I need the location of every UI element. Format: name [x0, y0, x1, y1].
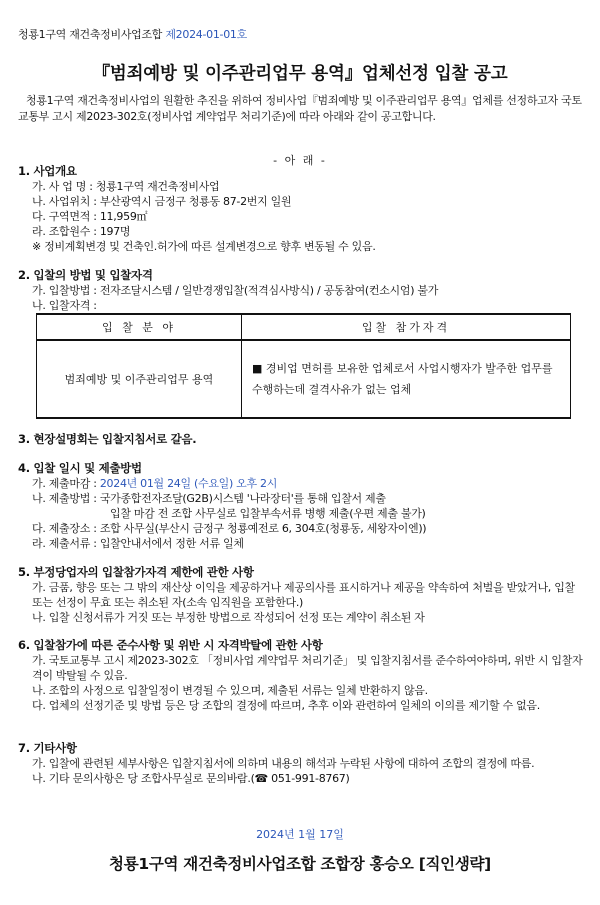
list-item: 가. 입찰에 관련된 세부사항은 입찰지침서에 의하며 내용의 해석과 누락된 사항에 대하여 조합의 결정에 따름.: [32, 757, 535, 770]
deadline-value: 2024년 01월 24일 (수요일) 오후 2시: [99, 477, 278, 490]
section-compliance: [18, 638, 588, 713]
table-row: [37, 340, 571, 418]
list-item: 나. 입찰 신청서류가 거짓 또는 부정한 방법으로 작성되어 선정 또는 계약이 취소된 자: [32, 611, 425, 624]
intro-paragraph: 청룡1구역 재건축정비사업의 원활한 추진을 위하여 정비사업『범죄예방 및 이주관리업무 용역』업체를 선정하고자 국토교통부 고시 제2023-302호(정비사업 계약업무 처리기준)에 따라 아래와 같이 공고합니다.: [18, 94, 582, 123]
section-title: 6. 입찰참가에 따른 준수사항 및 위반 시 자격박탈에 관한 사항: [18, 638, 323, 652]
list-item: 나. 조합의 사정으로 입찰일정이 변경될 수 있으며, 제출된 서류는 일체 반환하지 않음.: [32, 684, 428, 697]
table-header-qualification: 입찰 참가자격: [242, 314, 571, 340]
section-bid-method: [18, 268, 588, 313]
list-item: 가. 국토교통부 고시 제2023-302호 「정비사업 계약업무 처리기준」 및 입찰지침서를 준수하여야하며, 위반 시 입찰자격이 박탈될 수 있음.: [32, 654, 583, 682]
list-item: 다. 제출장소 : 조합 사무실(부산시 금정구 청룡예전로 6, 304호(청룡동, 세왕자이엔)): [32, 522, 427, 535]
notice-date: 2024년 1월 17일: [256, 828, 344, 841]
deadline-label: 가. 제출마감 :: [32, 477, 97, 490]
page-title: 『범죄예방 및 이주관리업무 용역』업체선정 입찰 공고: [92, 64, 508, 84]
bid-qualification-table: [36, 313, 571, 419]
org-name: 청룡1구역 재건축정비사업조합: [18, 28, 163, 41]
section-title: 5. 부정당업자의 입찰참가자격 제한에 관한 사항: [18, 565, 254, 579]
section-site-briefing: [18, 432, 588, 447]
section-bid-schedule: [18, 461, 588, 551]
section-business-overview: [18, 164, 588, 254]
table-cell-field: 범죄예방 및 이주관리업무 용역: [37, 340, 242, 418]
deadline-item: [18, 476, 588, 491]
list-item-continuation: 입찰 마감 전 조합 사무실로 입찰부속서류 병행 제출(우편 제출 불가): [110, 507, 426, 520]
list-item-text: 가. 금품, 향응 또는 그 밖의 재산상 이익을 제공하거나 제공의사를 표시하거나 제공을 약속하여 처벌을 받았거나, 입찰 또는 선정이 무효 또는 취소된 자(소속 임직원을 포함한다.): [32, 581, 575, 609]
section-other: [18, 741, 588, 786]
section-title: 2. 입찰의 방법 및 입찰자격: [18, 268, 153, 282]
list-item: 나. 기타 문의사항은 당 조합사무실로 문의바람.(☎ 051-991-8767): [32, 772, 350, 785]
signature-line: 청룡1구역 재건축정비사업조합 조합장 홍승오 [직인생략]: [109, 855, 491, 873]
list-item: 나. 제출방법 : 국가종합전자조달(G2B)시스템 '나라장터'를 통해 입찰서 제출: [32, 492, 386, 505]
table-cell-qualification: ■ 경비업 면허를 보유한 업체로서 사업시행자가 발주한 업무를 수행하는데 결격사유가 없는 업체: [242, 340, 571, 418]
section-title: 4. 입찰 일시 및 제출방법: [18, 461, 142, 475]
note-item: ※ 정비계획변경 및 건축인.허가에 따른 설계변경으로 향후 변동될 수 있음.: [32, 240, 376, 253]
list-item: 가. 입찰방법 : 전자조달시스템 / 일반경쟁입찰(적격심사방식) / 공동참여(컨소시엄) 불가: [32, 284, 439, 297]
section-title: 7. 기타사항: [18, 741, 77, 755]
list-item: 나. 사업위치 : 부산광역시 금정구 청룡동 87-2번지 일원: [32, 195, 292, 208]
table-header-field: 입 찰 분 야: [37, 314, 242, 340]
section-title: 3. 현장설명회는 입찰지침서로 갈음.: [18, 432, 197, 446]
list-item: 나. 입찰자격 :: [32, 299, 97, 312]
section-divider-label: - 아 래 -: [273, 154, 327, 167]
list-item: 가. 사 업 명 : 청룡1구역 재건축정비사업: [32, 180, 220, 193]
list-item: 라. 제출서류 : 입찰안내서에서 정한 서류 일체: [32, 537, 244, 550]
header-line: [18, 26, 247, 42]
section-title: 1. 사업개요: [18, 164, 77, 178]
list-item: 라. 조합원수 : 197명: [32, 225, 131, 238]
list-item: [18, 580, 588, 610]
document-number: 제2024-01-01호: [165, 28, 247, 41]
section-disqualification: [18, 565, 588, 625]
list-item: 다. 구역면적 : 11,959㎡: [32, 210, 148, 223]
table-header-row: [37, 314, 571, 340]
list-item: 다. 업체의 선정기준 및 방법 등은 당 조합의 결정에 따르며, 추후 이와 관련하여 일체의 이의를 제기할 수 없음.: [32, 699, 540, 712]
